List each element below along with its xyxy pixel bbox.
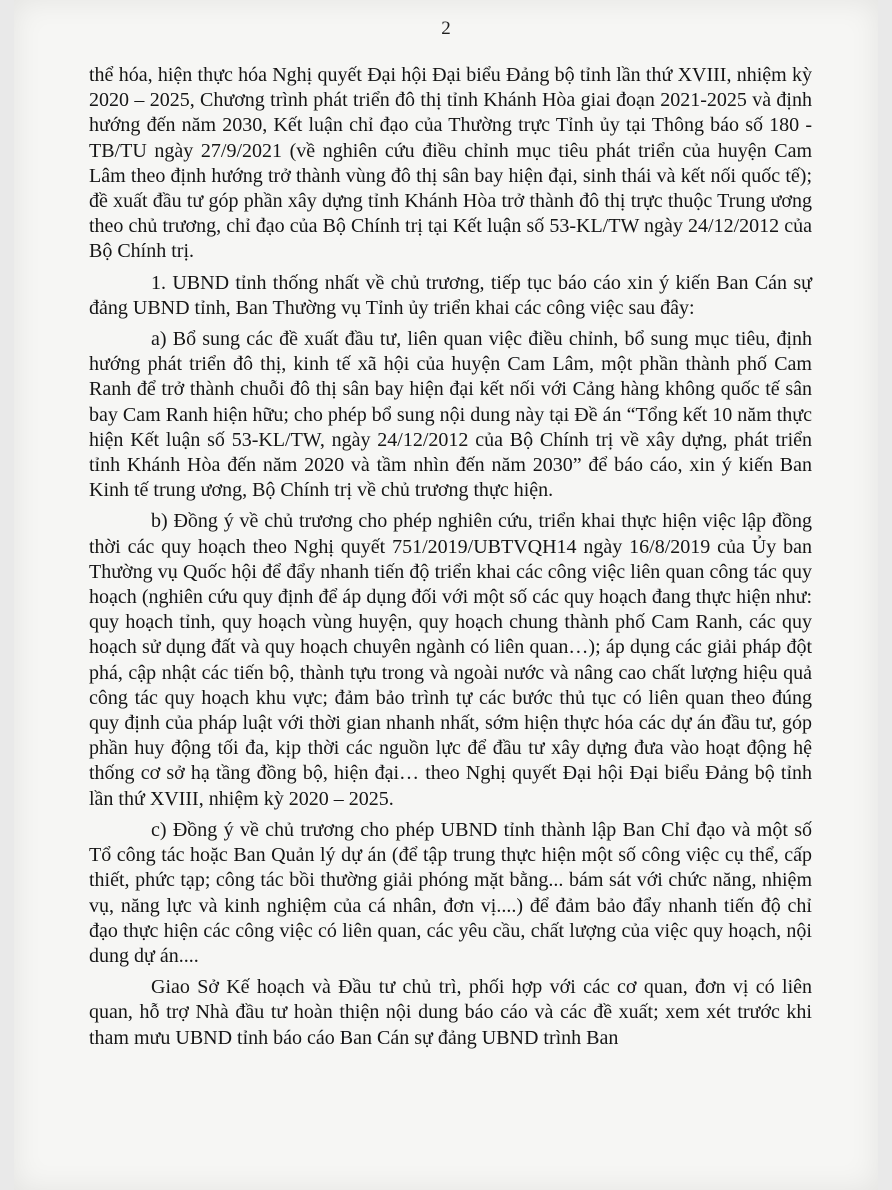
paragraph-item-a: a) Bổ sung các đề xuất đầu tư, liên quan việc điều chỉnh, bổ sung mục tiêu, định hướng phát triển đô thị, kinh tế xã hội của huyện Cam Lâm, một phần thành phố Cam Ranh để trở thành chuỗi đô thị sân bay hiện đại kết nối với Cảng hàng không quốc tế sân bay Cam Ranh hiện hữu; cho phép bổ sung nội dung này tại Đề án “Tổng kết 10 năm thực hiện Kết luận số 53-KL/TW, ngày 24/12/2012 của Bộ Chính trị về xây dựng, phát triển tỉnh Khánh Hòa đến năm 2020 và tầm nhìn đến năm 2030” để báo cáo, xin ý kiến Ban Kinh tế trung ương, Bộ Chính trị về chủ trương thực hiện. — [89, 328, 812, 502]
document-body — [89, 63, 812, 1057]
page-number: 2 — [441, 18, 451, 39]
paragraph-continuation: thể hóa, hiện thực hóa Nghị quyết Đại hội Đại biểu Đảng bộ tỉnh lần thứ XVIII, nhiệm kỳ 2020 – 2025, Chương trình phát triển đô thị tỉnh Khánh Hòa giai đoạn 2021-2025 và định hướng đến năm 2030, Kết luận chỉ đạo của Thường trực Tỉnh ủy tại Thông báo số 180 -TB/TU ngày 27/9/2021 (về nghiên cứu điều chỉnh mục tiêu phát triển của huyện Cam Lâm theo định hướng trở thành vùng đô thị sân bay hiện đại, sinh thái và kết nối quốc tế); đề xuất đầu tư góp phần xây dựng tỉnh Khánh Hòa trở thành đô thị trực thuộc Trung ương theo chủ trương, chỉ đạo của Bộ Chính trị tại Kết luận số 53-KL/TW ngày 24/12/2012 của Bộ Chính trị. — [89, 64, 812, 263]
paragraph-item-1: 1. UBND tỉnh thống nhất về chủ trương, tiếp tục báo cáo xin ý kiến Ban Cán sự đảng UBND tỉnh, Ban Thường vụ Tỉnh ủy triển khai các công việc sau đây: — [89, 271, 812, 319]
paragraph-item-b: b) Đồng ý về chủ trương cho phép nghiên cứu, triển khai thực hiện việc lập đồng thời các quy hoạch theo Nghị quyết 751/2019/UBTVQH14 ngày 16/8/2019 của Ủy ban Thường vụ Quốc hội để đẩy nhanh tiến độ triển khai các công việc liên quan công tác quy hoạch (nghiên cứu quy định để áp dụng đối với một số các quy hoạch đang thực hiện như: quy hoạch tỉnh, quy hoạch vùng huyện, quy hoạch chung thành phố Cam Ranh, các quy hoạch sử dụng đất và quy hoạch chuyên ngành có liên quan…); áp dụng các giải pháp đột phá, cập nhật các tiến bộ, thành tựu trong và ngoài nước và nâng cao chất lượng hiệu quả công tác quy hoạch khu vực; đảm bảo trình tự các bước thủ tục có liên quan theo đúng quy định của pháp luật với thời gian nhanh nhất, sớm hiện thực hóa các dự án đầu tư, góp phần huy động tối đa, kịp thời các nguồn lực để đầu tư xây dựng đưa vào hoạt động hệ thống cơ sở hạ tầng đồng bộ, hiện đại… theo Nghị quyết Đại hội Đại biểu Đảng bộ tỉnh lần thứ XVIII, nhiệm kỳ 2020 – 2025. — [89, 510, 812, 810]
paragraph-item-c: c) Đồng ý về chủ trương cho phép UBND tỉnh thành lập Ban Chỉ đạo và một số Tổ công tác hoặc Ban Quản lý dự án (để tập trung thực hiện một số công việc cụ thể, cấp thiết, phức tạp; công tác bồi thường giải phóng mặt bằng... bám sát với chức năng, nhiệm vụ, năng lực và kinh nghiệm của cá nhân, đơn vị....) để đảm bảo đẩy nhanh tiến độ chỉ đạo thực hiện các công việc có liên quan, các yêu cầu, chất lượng của việc quy hoạch, nội dung dự án.... — [89, 818, 812, 967]
paragraph-assignment: Giao Sở Kế hoạch và Đầu tư chủ trì, phối hợp với các cơ quan, đơn vị có liên quan, hỗ trợ Nhà đầu tư hoàn thiện nội dung báo cáo và các đề xuất; xem xét trước khi tham mưu UBND tỉnh báo cáo Ban Cán sự đảng UBND trình Ban — [89, 976, 812, 1049]
document-page — [14, 0, 878, 1190]
